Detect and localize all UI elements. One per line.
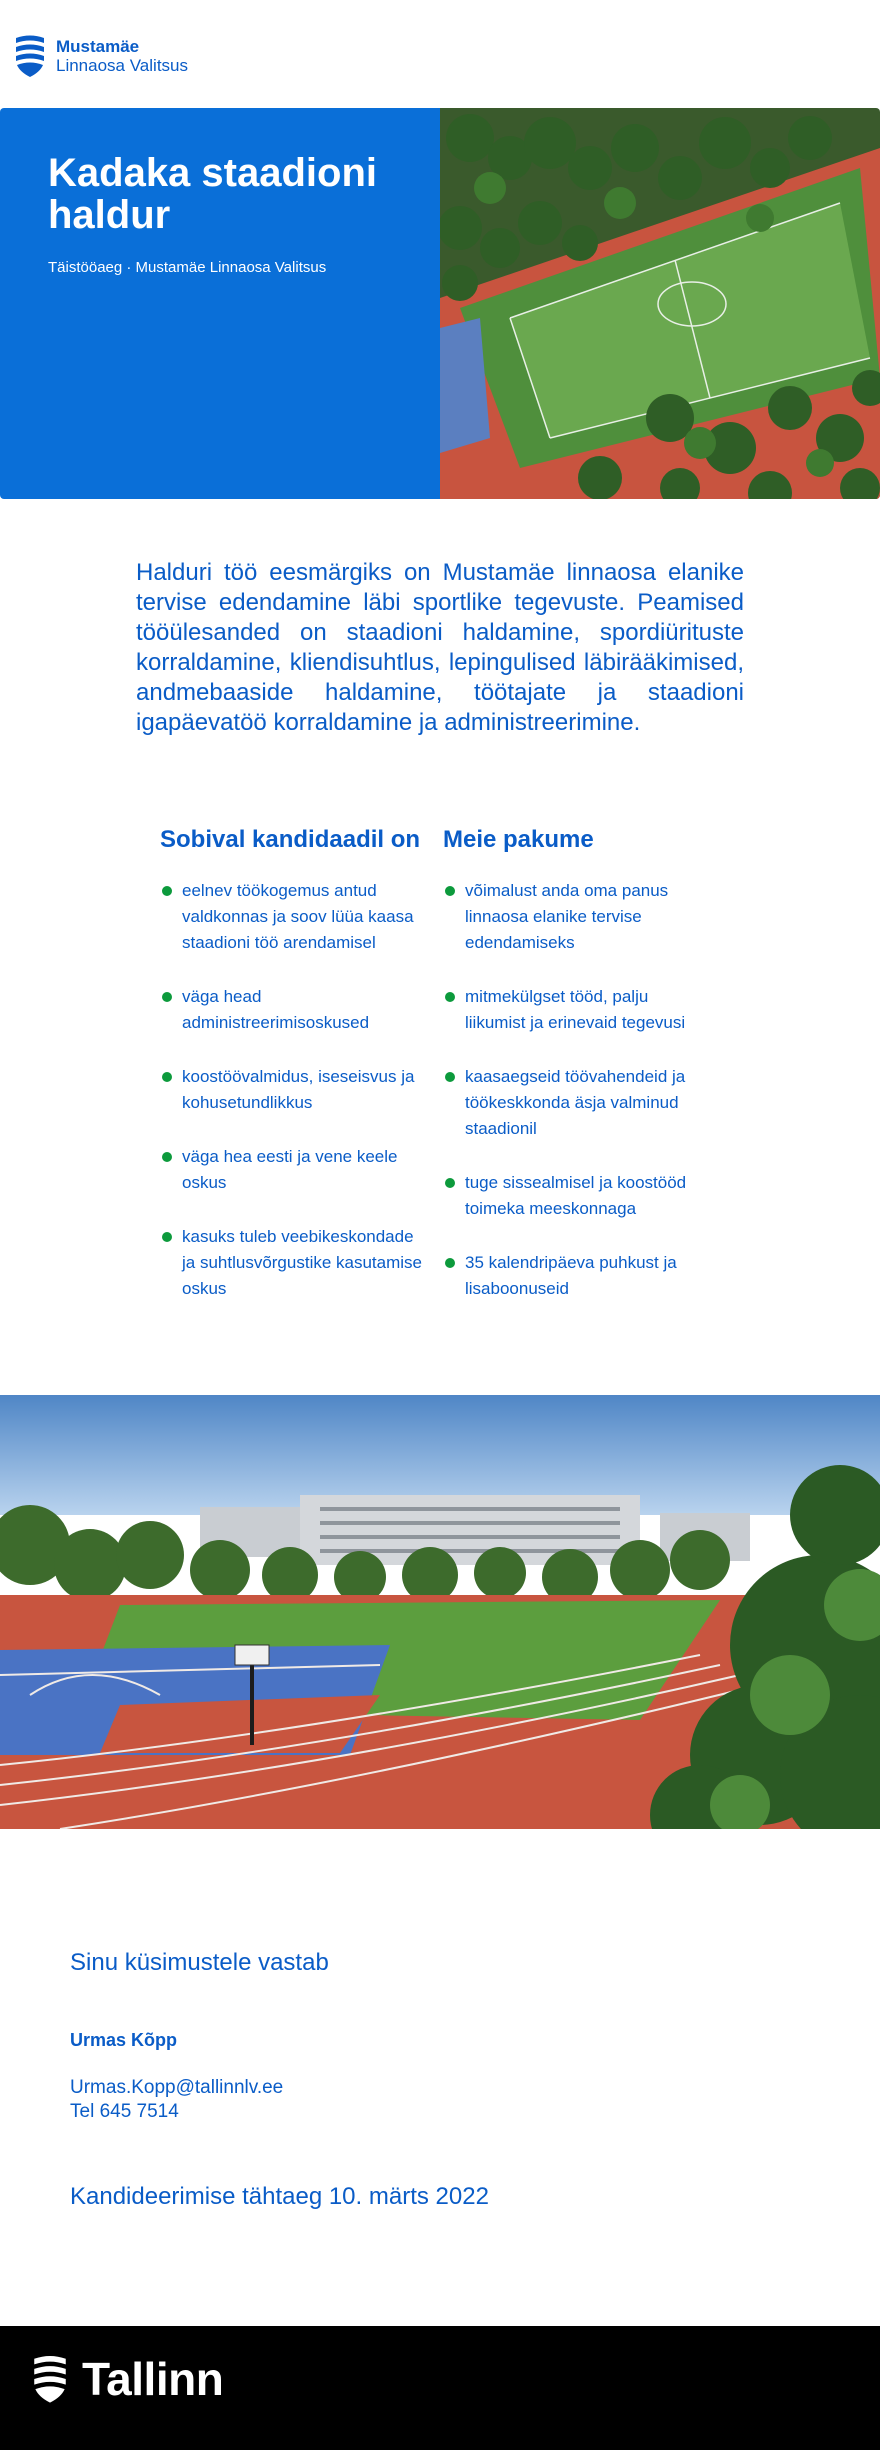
bullet-icon	[162, 1152, 172, 1162]
bullet-icon	[445, 992, 455, 1002]
list-item	[160, 878, 428, 956]
list-item-text: kaasaegseid töövahendeid ja töökeskkonda äsja valminud staadionil	[465, 1067, 686, 1138]
stadium-ground-image	[0, 1395, 880, 1829]
bullet-icon	[445, 886, 455, 896]
list-item-text: väga head administreerimisoskused	[182, 987, 370, 1032]
contact-phone[interactable]: Tel 645 7514	[70, 2101, 179, 2122]
logo-title: Mustamäe	[56, 37, 140, 56]
list-item-text: 35 kalendripäeva puhkust ja lisaboonuseid	[465, 1253, 677, 1298]
list-item	[443, 1250, 711, 1302]
requirements-column	[160, 826, 428, 1330]
offers-column	[443, 826, 711, 1330]
bullet-icon	[162, 1232, 172, 1242]
bullet-icon	[162, 992, 172, 1002]
intro-paragraph: Halduri töö eesmärgiks on Mustamäe linnaosa elanike tervise edendamine läbi sportlike tegevuste. Peamised tööülesanded on staadioni haldamine, spordiürituste korraldamine, kliendisuhtlus, lepingulised läbirääkimised, andmebaaside haldamine, töötajate ja staadioni igapäevatöö korraldamine ja administreerimine.	[136, 559, 744, 736]
mustamae-logo[interactable]	[14, 34, 188, 78]
job-title: Kadaka staadioni haldur	[48, 151, 378, 237]
list-item-text: väga hea eesti ja vene keele oskus	[182, 1147, 398, 1192]
hero-text-panel	[0, 108, 440, 499]
list-item	[443, 1170, 711, 1222]
list-item-text: tuge sissealmisel ja koostööd toimeka meeskonnaga	[465, 1173, 687, 1218]
contact-heading: Sinu küsimustele vastab	[70, 1949, 329, 1976]
contact-name: Urmas Kõpp	[70, 2030, 178, 2050]
job-subtitle: Täistööaeg · Mustamäe Linnaosa Valitsus	[48, 259, 327, 276]
requirements-list	[160, 878, 428, 1302]
bullet-icon	[162, 886, 172, 896]
city-crest-icon	[14, 34, 46, 78]
offers-list	[443, 878, 711, 1302]
page-header	[0, 0, 880, 108]
list-item-text: mitmekülgset tööd, palju liikumist ja erinevaid tegevusi	[465, 987, 686, 1032]
logo-subtitle: Linnaosa Valitsus	[56, 56, 188, 75]
bullet-icon	[445, 1258, 455, 1268]
bullet-icon	[445, 1178, 455, 1188]
list-item-text: koostöövalmidus, iseseisvus ja kohusetundlikkus	[182, 1067, 415, 1112]
page-footer	[0, 2326, 880, 2450]
list-item	[160, 1064, 428, 1116]
list-item-text: eelnev töökogemus antud valdkonnas ja soov lüüa kaasa staadioni töö arendamisel	[182, 881, 414, 952]
hero-banner	[0, 108, 880, 499]
offers-title: Meie pakume	[443, 826, 594, 853]
list-item	[443, 984, 711, 1036]
list-item-text: kasuks tuleb veebikeskondade ja suhtlusvõrgustike kasutamise oskus	[182, 1227, 423, 1298]
bullet-icon	[162, 1072, 172, 1082]
tallinn-logo[interactable]	[32, 2352, 223, 2406]
requirements-title: Sobival kandidaadil on	[160, 826, 421, 853]
list-item	[160, 984, 428, 1036]
bullet-icon	[445, 1072, 455, 1082]
list-item-text: võimalust anda oma panus linnaosa elanike tervise edendamiseks	[465, 881, 669, 952]
footer-brand: Tallinn	[82, 2353, 224, 2405]
contact-email-link[interactable]: Urmas.Kopp@tallinnlv.ee	[70, 2077, 284, 2098]
list-item	[443, 878, 711, 956]
list-item	[443, 1064, 711, 1142]
stadium-aerial-image	[440, 108, 880, 499]
application-deadline: Kandideerimise tähtaeg 10. märts 2022	[70, 2183, 489, 2210]
list-item	[160, 1144, 428, 1196]
list-item	[160, 1224, 428, 1302]
city-crest-icon	[32, 2354, 68, 2404]
